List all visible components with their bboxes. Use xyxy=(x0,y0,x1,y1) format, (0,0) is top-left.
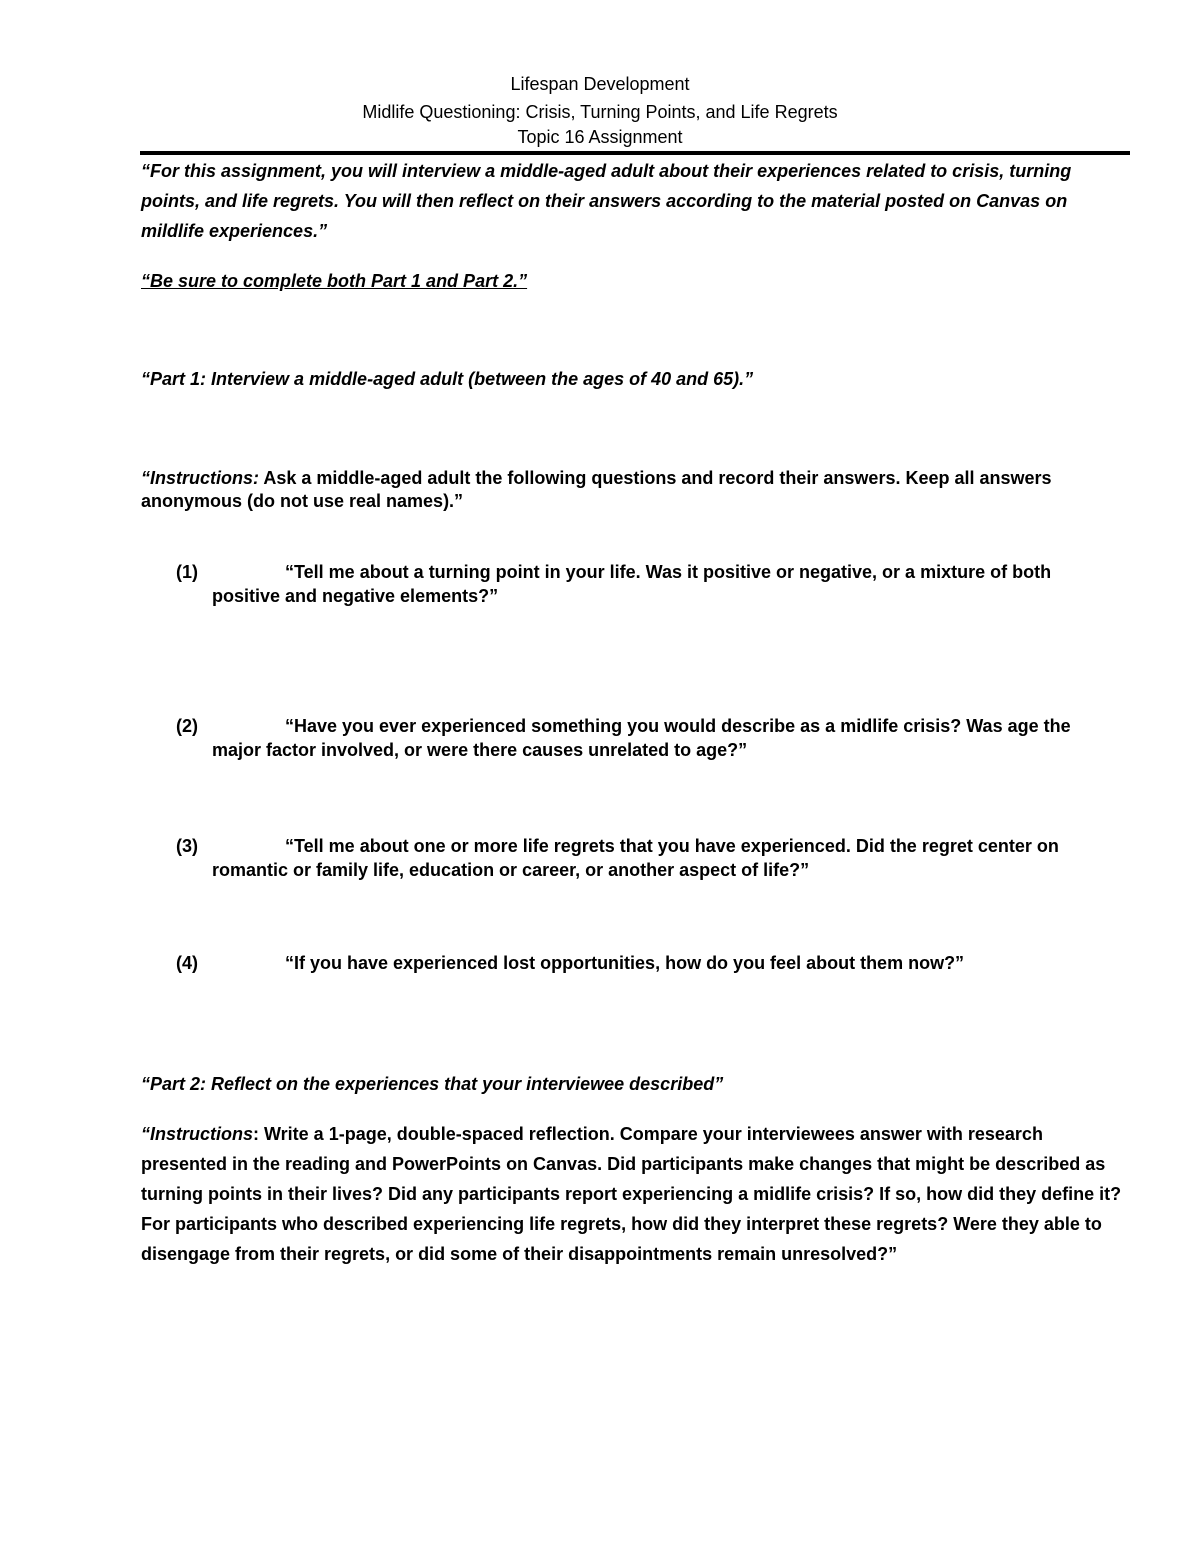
part1-heading: “Part 1: Interview a middle-aged adult (between the ages of 40 and 65).” xyxy=(141,369,754,389)
question-number: (2) xyxy=(176,716,198,736)
part2-instructions-lead: “Instructions xyxy=(141,1124,254,1144)
part2-heading: “Part 2: Reflect on the experiences that your interviewee described” xyxy=(141,1074,724,1094)
question-text: “Tell me about one or more life regrets that you have experienced. Did the regret center on romantic or family life, education or career, or another aspect of life?” xyxy=(212,836,1059,880)
question-number: (4) xyxy=(176,953,198,973)
question-text: “Have you ever experienced something you would describe as a midlife crisis? Was age the major factor involved, or were there causes unrelated to age?” xyxy=(212,716,1071,760)
part2-instructions xyxy=(141,1119,1131,1269)
question-text: “Tell me about a turning point in your life. Was it positive or negative, or a mixture of both positive and negative elements?” xyxy=(212,562,1052,606)
question-number: (1) xyxy=(176,562,198,582)
course-title: Lifespan Development xyxy=(510,74,690,94)
question-text: “If you have experienced lost opportunities, how do you feel about them now?” xyxy=(285,953,965,973)
part1-instructions-body: Ask a middle-aged adult the following questions and record their answers. Keep all answers anonymous (do not use real names).” xyxy=(141,468,1052,511)
topic-title: Topic 16 Assignment xyxy=(517,127,683,147)
assignment-title: Midlife Questioning: Crisis, Turning Points, and Life Regrets xyxy=(362,102,838,122)
part2-instructions-body: : Write a 1-page, double-spaced reflection. Compare your interviewees answer with research presented in the reading and PowerPoints on Canvas. Did participants make changes that might be described as turning points in their lives? Did any participants report experiencing a midlife crisis? If so, how did they define it? For participants who described experiencing life regrets, how did they interpret these regrets? Were they able to disengage from their regrets, or did some of their disappointments remain unresolved?” xyxy=(141,1124,1122,1264)
header-rule xyxy=(140,151,1130,155)
part1-instructions-lead: “Instructions: xyxy=(141,468,260,488)
part1-instructions xyxy=(141,467,1131,513)
intro-paragraph: “For this assignment, you will interview a middle-aged adult about their experiences related to crisis, turning points, and life regrets. You will then reflect on their answers according to the material posted on Canvas on mildlife experiences.” xyxy=(141,161,1072,241)
completion-reminder: “Be sure to complete both Part 1 and Part 2.” xyxy=(141,271,528,291)
question-number: (3) xyxy=(176,836,198,856)
